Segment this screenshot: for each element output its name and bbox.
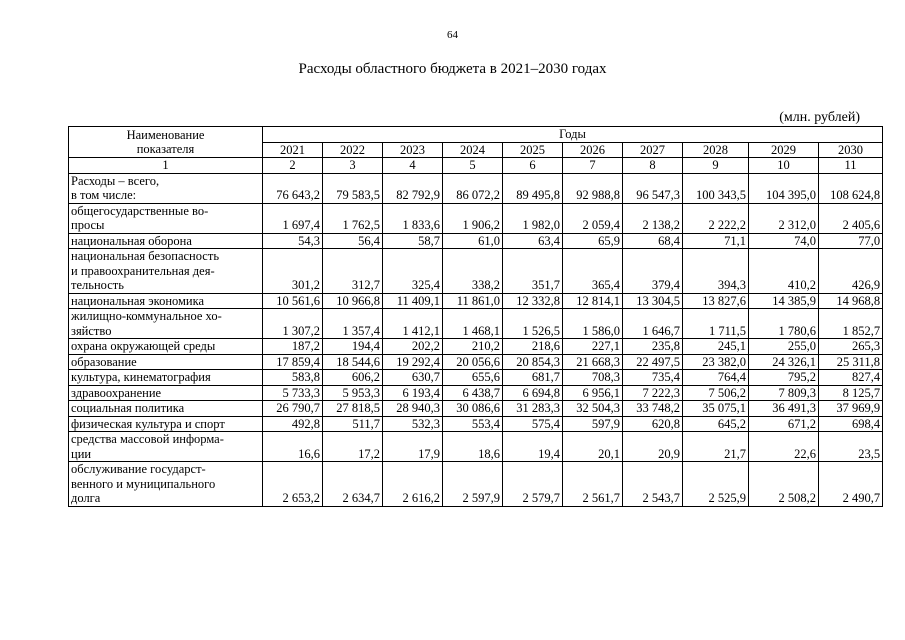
- value-cell: 671,2: [749, 416, 819, 432]
- value-cell: 36 491,3: [749, 401, 819, 417]
- header-year-cell: 2025: [503, 142, 563, 158]
- row-name-line: здравоохранение: [71, 385, 162, 400]
- value-cell: 6 694,8: [503, 385, 563, 401]
- column-number-cell: 9: [683, 158, 749, 174]
- value-cell: 18 544,6: [323, 354, 383, 370]
- value-cell: 218,6: [503, 339, 563, 355]
- column-number-cell: 3: [323, 158, 383, 174]
- row-name-line: в том числе:: [71, 188, 137, 202]
- value-cell: 1 307,2: [263, 309, 323, 339]
- column-number-cell: 4: [383, 158, 443, 174]
- row-name-line: тельность: [71, 278, 124, 292]
- value-cell: 2 059,4: [563, 203, 623, 233]
- value-cell: 71,1: [683, 233, 749, 249]
- row-name-cell: [69, 339, 263, 355]
- value-cell: 532,3: [383, 416, 443, 432]
- value-cell: 735,4: [623, 370, 683, 386]
- value-cell: 265,3: [819, 339, 883, 355]
- row-name-line: охрана окружающей среды: [71, 339, 216, 353]
- value-cell: 1 526,5: [503, 309, 563, 339]
- value-cell: 25 311,8: [819, 354, 883, 370]
- row-name-cell: [69, 416, 263, 432]
- value-cell: 21,7: [683, 432, 749, 462]
- value-cell: 410,2: [749, 249, 819, 294]
- value-cell: 16,6: [263, 432, 323, 462]
- row-name-line: культура, кинематография: [71, 370, 211, 384]
- value-cell: 553,4: [443, 416, 503, 432]
- value-cell: 10 966,8: [323, 293, 383, 309]
- value-cell: 338,2: [443, 249, 503, 294]
- value-cell: 2 616,2: [383, 462, 443, 507]
- value-cell: 583,8: [263, 370, 323, 386]
- header-year-cell: 2029: [749, 142, 819, 158]
- value-cell: 17,2: [323, 432, 383, 462]
- value-cell: 2 653,2: [263, 462, 323, 507]
- value-cell: 1 762,5: [323, 203, 383, 233]
- value-cell: 22 497,5: [623, 354, 683, 370]
- header-name-line2: показателя: [136, 142, 195, 156]
- value-cell: 11 861,0: [443, 293, 503, 309]
- header-year-cell: 2023: [383, 142, 443, 158]
- header-year-cell: 2030: [819, 142, 883, 158]
- value-cell: 7 506,2: [683, 385, 749, 401]
- value-cell: 2 312,0: [749, 203, 819, 233]
- value-cell: 645,2: [683, 416, 749, 432]
- value-cell: 2 579,7: [503, 462, 563, 507]
- column-number-cell: 11: [819, 158, 883, 174]
- value-cell: 79 583,5: [323, 173, 383, 203]
- value-cell: 6 956,1: [563, 385, 623, 401]
- value-cell: 11 409,1: [383, 293, 443, 309]
- table-row: [69, 339, 883, 355]
- value-cell: 511,7: [323, 416, 383, 432]
- value-cell: 12 332,8: [503, 293, 563, 309]
- value-cell: 24 326,1: [749, 354, 819, 370]
- value-cell: 1 982,0: [503, 203, 563, 233]
- value-cell: 1 906,2: [443, 203, 503, 233]
- value-cell: 6 193,4: [383, 385, 443, 401]
- row-name-line: долга: [71, 491, 101, 505]
- value-cell: 1 780,6: [749, 309, 819, 339]
- column-number-cell: 1: [69, 158, 263, 174]
- column-number-cell: 8: [623, 158, 683, 174]
- value-cell: 20,9: [623, 432, 683, 462]
- row-name-line: национальная экономика: [71, 293, 205, 308]
- value-cell: 187,2: [263, 339, 323, 355]
- value-cell: 26 790,7: [263, 401, 323, 417]
- value-cell: 764,4: [683, 370, 749, 386]
- value-cell: 1 412,1: [383, 309, 443, 339]
- value-cell: 379,4: [623, 249, 683, 294]
- table-row: [69, 401, 883, 417]
- row-name-cell: [69, 354, 263, 370]
- value-cell: 827,4: [819, 370, 883, 386]
- value-cell: 22,6: [749, 432, 819, 462]
- value-cell: 32 504,3: [563, 401, 623, 417]
- table-body: [69, 158, 883, 507]
- value-cell: 492,8: [263, 416, 323, 432]
- value-cell: 1 697,4: [263, 203, 323, 233]
- column-number-cell: 6: [503, 158, 563, 174]
- row-name-line: Расходы – всего,: [71, 173, 160, 188]
- value-cell: 2 222,2: [683, 203, 749, 233]
- value-cell: 6 438,7: [443, 385, 503, 401]
- row-name-line: средства массовой информа-: [71, 432, 224, 446]
- header-years-cell: Годы: [263, 127, 883, 143]
- value-cell: 77,0: [819, 233, 883, 249]
- value-cell: 630,7: [383, 370, 443, 386]
- value-cell: 698,4: [819, 416, 883, 432]
- value-cell: 10 561,6: [263, 293, 323, 309]
- value-cell: 795,2: [749, 370, 819, 386]
- value-cell: 597,9: [563, 416, 623, 432]
- value-cell: 7 809,3: [749, 385, 819, 401]
- value-cell: 13 827,6: [683, 293, 749, 309]
- column-number-row: [69, 158, 883, 174]
- row-name-cell: [69, 249, 263, 294]
- row-name-cell: [69, 293, 263, 309]
- value-cell: 65,9: [563, 233, 623, 249]
- value-cell: 18,6: [443, 432, 503, 462]
- row-name-line: обслуживание государст-: [71, 462, 206, 476]
- value-cell: 92 988,8: [563, 173, 623, 203]
- value-cell: 7 222,3: [623, 385, 683, 401]
- row-name-cell: [69, 370, 263, 386]
- value-cell: 23 382,0: [683, 354, 749, 370]
- header-year-cell: 2024: [443, 142, 503, 158]
- value-cell: 20 056,6: [443, 354, 503, 370]
- table-row: [69, 354, 883, 370]
- value-cell: 1 852,7: [819, 309, 883, 339]
- value-cell: 14 968,8: [819, 293, 883, 309]
- header-year-cell: 2027: [623, 142, 683, 158]
- value-cell: 63,4: [503, 233, 563, 249]
- value-cell: 301,2: [263, 249, 323, 294]
- row-name-line: национальная безопасность: [71, 249, 220, 263]
- value-cell: 202,2: [383, 339, 443, 355]
- table-row: [69, 385, 883, 401]
- table-row: [69, 432, 883, 462]
- header-name-cell: [69, 127, 263, 158]
- row-name-line: зяйство: [71, 323, 112, 338]
- header-year-cell: 2026: [563, 142, 623, 158]
- row-name-line: венного и муниципального: [71, 476, 216, 491]
- budget-table: [68, 126, 883, 507]
- value-cell: 2 597,9: [443, 462, 503, 507]
- value-cell: 19 292,4: [383, 354, 443, 370]
- value-cell: 194,4: [323, 339, 383, 355]
- value-cell: 37 969,9: [819, 401, 883, 417]
- units-label: (млн. рублей): [779, 110, 860, 125]
- header-year-cell: 2022: [323, 142, 383, 158]
- value-cell: 108 624,8: [819, 173, 883, 203]
- value-cell: 1 646,7: [623, 309, 683, 339]
- value-cell: 575,4: [503, 416, 563, 432]
- value-cell: 227,1: [563, 339, 623, 355]
- column-number-cell: 2: [263, 158, 323, 174]
- table-row: [69, 416, 883, 432]
- header-name-line1: Наименование: [126, 127, 205, 142]
- value-cell: 2 525,9: [683, 462, 749, 507]
- value-cell: 1 357,4: [323, 309, 383, 339]
- value-cell: 255,0: [749, 339, 819, 355]
- value-cell: 2 543,7: [623, 462, 683, 507]
- value-cell: 86 072,2: [443, 173, 503, 203]
- value-cell: 620,8: [623, 416, 683, 432]
- header-year-cell: 2021: [263, 142, 323, 158]
- value-cell: 31 283,3: [503, 401, 563, 417]
- value-cell: 76 643,2: [263, 173, 323, 203]
- value-cell: 655,6: [443, 370, 503, 386]
- value-cell: 23,5: [819, 432, 883, 462]
- document-title: Расходы областного бюджета в 2021–2030 годах: [298, 61, 607, 77]
- value-cell: 5 733,3: [263, 385, 323, 401]
- value-cell: 365,4: [563, 249, 623, 294]
- value-cell: 54,3: [263, 233, 323, 249]
- value-cell: 681,7: [503, 370, 563, 386]
- value-cell: 8 125,7: [819, 385, 883, 401]
- value-cell: 606,2: [323, 370, 383, 386]
- value-cell: 30 086,6: [443, 401, 503, 417]
- row-name-line: физическая культура и спорт: [71, 416, 225, 431]
- table-row: [69, 249, 883, 294]
- table-row: [69, 309, 883, 339]
- row-name-cell: [69, 462, 263, 507]
- row-name-line: и правоохранительная дея-: [71, 263, 215, 278]
- value-cell: 1 468,1: [443, 309, 503, 339]
- column-number-cell: 10: [749, 158, 819, 174]
- value-cell: 312,7: [323, 249, 383, 294]
- row-name-cell: [69, 432, 263, 462]
- value-cell: 56,4: [323, 233, 383, 249]
- table-row: [69, 370, 883, 386]
- row-name-line: образование: [71, 354, 137, 369]
- value-cell: 14 385,9: [749, 293, 819, 309]
- column-number-cell: 5: [443, 158, 503, 174]
- value-cell: 2 561,7: [563, 462, 623, 507]
- value-cell: 74,0: [749, 233, 819, 249]
- value-cell: 17 859,4: [263, 354, 323, 370]
- value-cell: 17,9: [383, 432, 443, 462]
- value-cell: 1 586,0: [563, 309, 623, 339]
- row-name-cell: [69, 203, 263, 233]
- row-name-cell: [69, 401, 263, 417]
- row-name-line: жилищно-коммунальное хо-: [71, 309, 222, 323]
- value-cell: 104 395,0: [749, 173, 819, 203]
- table-row: [69, 173, 883, 203]
- value-cell: 2 490,7: [819, 462, 883, 507]
- value-cell: 12 814,1: [563, 293, 623, 309]
- value-cell: 89 495,8: [503, 173, 563, 203]
- row-name-cell: [69, 173, 263, 203]
- value-cell: 13 304,5: [623, 293, 683, 309]
- value-cell: 325,4: [383, 249, 443, 294]
- value-cell: 61,0: [443, 233, 503, 249]
- value-cell: 2 508,2: [749, 462, 819, 507]
- value-cell: 426,9: [819, 249, 883, 294]
- value-cell: 33 748,2: [623, 401, 683, 417]
- row-name-line: ции: [71, 446, 92, 461]
- value-cell: 351,7: [503, 249, 563, 294]
- value-cell: 708,3: [563, 370, 623, 386]
- value-cell: 394,3: [683, 249, 749, 294]
- value-cell: 2 138,2: [623, 203, 683, 233]
- value-cell: 245,1: [683, 339, 749, 355]
- value-cell: 68,4: [623, 233, 683, 249]
- row-name-line: национальная оборона: [71, 233, 192, 248]
- value-cell: 28 940,3: [383, 401, 443, 417]
- row-name-cell: [69, 233, 263, 249]
- value-cell: 5 953,3: [323, 385, 383, 401]
- value-cell: 27 818,5: [323, 401, 383, 417]
- page-number: 64: [447, 29, 458, 41]
- header-year-cell: 2028: [683, 142, 749, 158]
- table-row: [69, 203, 883, 233]
- row-name-cell: [69, 385, 263, 401]
- value-cell: 210,2: [443, 339, 503, 355]
- value-cell: 1 833,6: [383, 203, 443, 233]
- value-cell: 235,8: [623, 339, 683, 355]
- table-row: [69, 293, 883, 309]
- table-row: [69, 233, 883, 249]
- header-row-top: [69, 127, 883, 143]
- row-name-line: общегосударственные во-: [71, 203, 209, 218]
- value-cell: 82 792,9: [383, 173, 443, 203]
- value-cell: 35 075,1: [683, 401, 749, 417]
- value-cell: 58,7: [383, 233, 443, 249]
- table-row: [69, 462, 883, 507]
- value-cell: 20 854,3: [503, 354, 563, 370]
- value-cell: 2 405,6: [819, 203, 883, 233]
- value-cell: 1 711,5: [683, 309, 749, 339]
- row-name-cell: [69, 309, 263, 339]
- value-cell: 96 547,3: [623, 173, 683, 203]
- value-cell: 19,4: [503, 432, 563, 462]
- value-cell: 21 668,3: [563, 354, 623, 370]
- value-cell: 100 343,5: [683, 173, 749, 203]
- row-name-line: социальная политика: [71, 401, 185, 415]
- value-cell: 20,1: [563, 432, 623, 462]
- value-cell: 2 634,7: [323, 462, 383, 507]
- table-header: [69, 127, 883, 158]
- row-name-line: просы: [71, 218, 105, 232]
- column-number-cell: 7: [563, 158, 623, 174]
